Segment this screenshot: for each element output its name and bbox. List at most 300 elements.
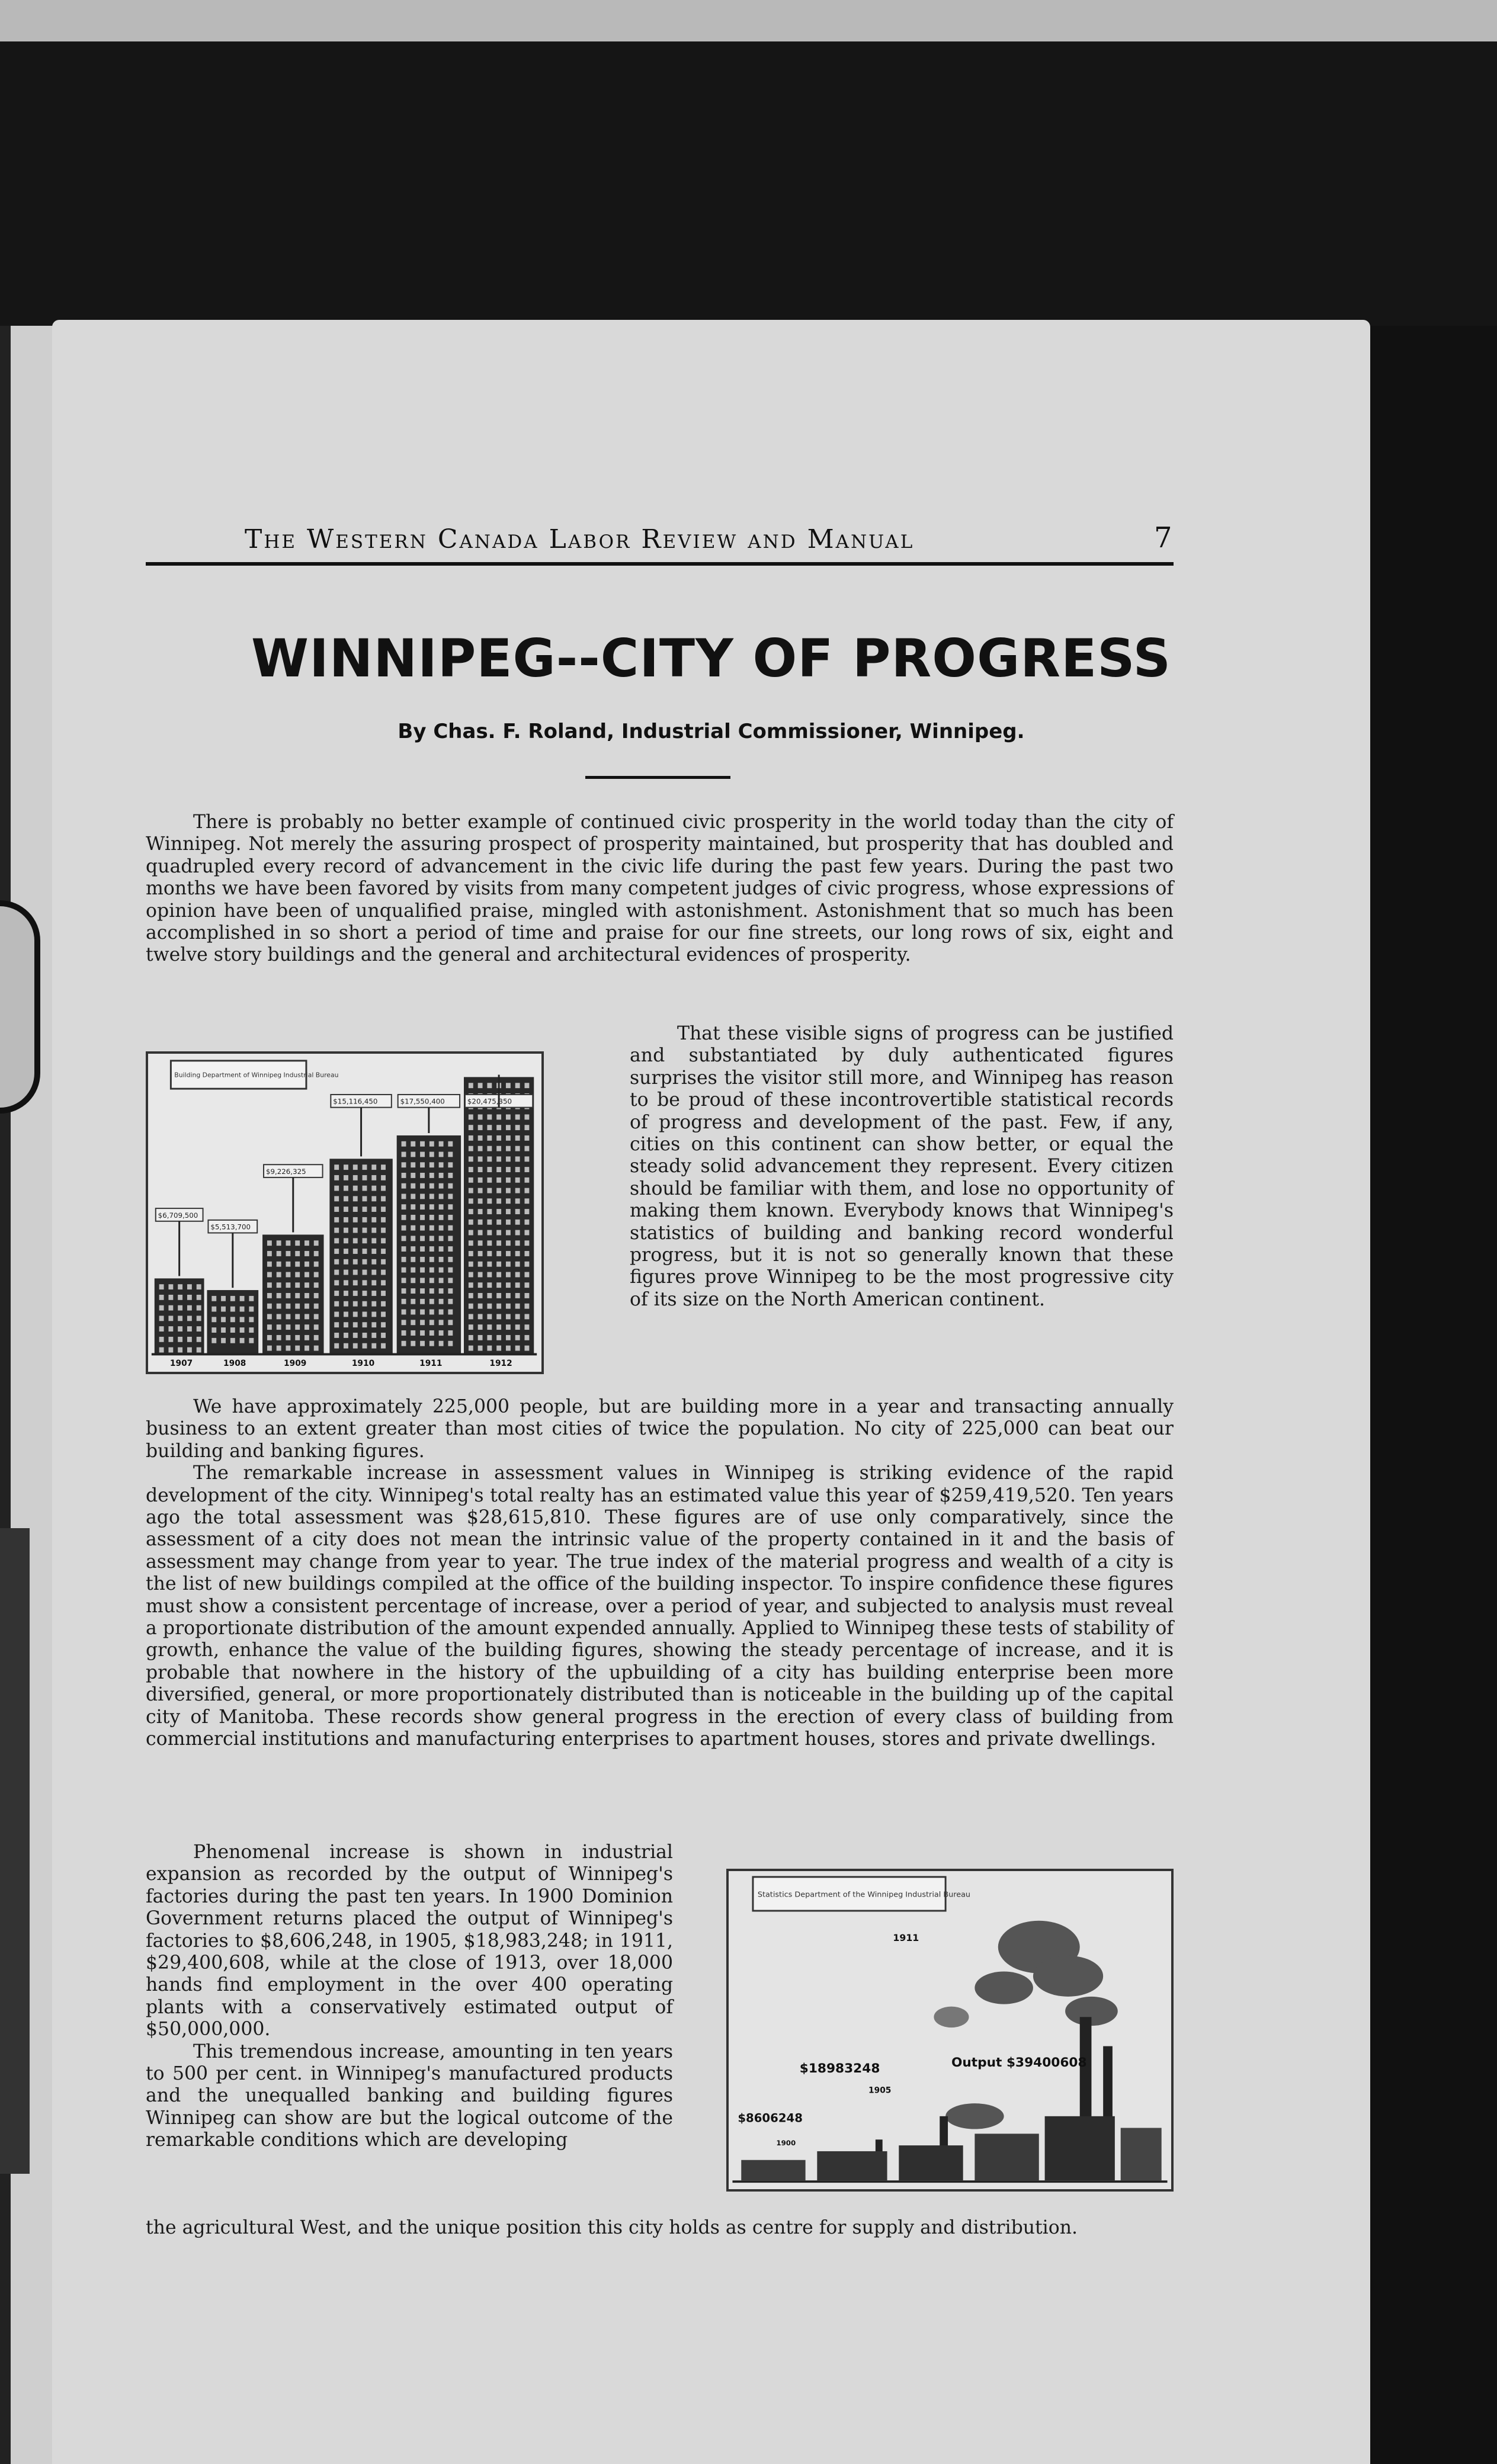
window — [439, 1341, 444, 1346]
window — [478, 1346, 483, 1351]
window — [249, 1327, 254, 1333]
window — [487, 1335, 492, 1340]
window — [230, 1307, 235, 1312]
window — [524, 1293, 529, 1298]
window — [524, 1335, 529, 1340]
window — [478, 1083, 483, 1088]
window — [230, 1338, 235, 1343]
window — [429, 1183, 434, 1189]
window — [524, 1251, 529, 1256]
figure2-label-1911: 1911 — [893, 1932, 919, 1944]
figure2-caption: Statistics Department of the Winnipeg Industrial Bureau — [757, 1890, 971, 1900]
window — [334, 1301, 339, 1307]
window — [411, 1225, 415, 1231]
window — [363, 1238, 367, 1243]
window — [381, 1249, 386, 1254]
window — [371, 1217, 376, 1223]
window — [381, 1196, 386, 1201]
window — [187, 1326, 192, 1332]
window — [429, 1341, 434, 1346]
window — [478, 1272, 483, 1278]
window — [402, 1183, 406, 1189]
window — [267, 1240, 272, 1246]
paragraph-final — [146, 2217, 1174, 2239]
window — [286, 1262, 290, 1267]
window — [496, 1198, 501, 1204]
window — [496, 1282, 501, 1288]
window — [515, 1156, 520, 1162]
scan-top-margin — [0, 0, 1497, 41]
window — [230, 1327, 235, 1333]
window — [230, 1296, 235, 1301]
window — [439, 1236, 444, 1241]
window — [304, 1272, 309, 1278]
window — [197, 1337, 201, 1342]
window — [371, 1343, 376, 1349]
window — [487, 1314, 492, 1319]
window — [353, 1228, 358, 1233]
window — [353, 1301, 358, 1307]
window — [334, 1322, 339, 1327]
window — [448, 1236, 453, 1241]
window — [506, 1125, 511, 1130]
window — [353, 1196, 358, 1201]
window — [314, 1314, 319, 1319]
window — [249, 1296, 254, 1301]
window — [267, 1251, 272, 1256]
window — [515, 1282, 520, 1288]
window — [197, 1305, 201, 1311]
window — [487, 1304, 492, 1309]
window — [344, 1333, 348, 1338]
window — [402, 1246, 406, 1252]
window — [187, 1284, 192, 1289]
window — [439, 1225, 444, 1231]
window — [506, 1083, 511, 1088]
window — [178, 1284, 182, 1289]
window — [344, 1196, 348, 1201]
window — [344, 1238, 348, 1243]
window — [506, 1167, 511, 1172]
window — [506, 1293, 511, 1298]
window — [496, 1125, 501, 1130]
window — [314, 1304, 319, 1309]
window — [286, 1335, 290, 1340]
window — [159, 1284, 164, 1289]
window — [515, 1314, 520, 1319]
window — [439, 1278, 444, 1283]
factory-output-illustration — [726, 1869, 1174, 2192]
window — [411, 1236, 415, 1241]
window — [439, 1299, 444, 1304]
window — [496, 1272, 501, 1278]
window — [381, 1291, 386, 1296]
window — [371, 1270, 376, 1275]
window — [515, 1324, 520, 1330]
window — [469, 1146, 473, 1151]
figure2-label-1905: 1905 — [868, 2086, 892, 2096]
window — [402, 1268, 406, 1273]
window — [402, 1278, 406, 1283]
window — [363, 1270, 367, 1275]
window — [448, 1225, 453, 1231]
bar-year-label-1909: 1909 — [284, 1359, 307, 1369]
window — [344, 1207, 348, 1212]
window — [314, 1335, 319, 1340]
window — [402, 1204, 406, 1209]
window — [353, 1217, 358, 1223]
figure1-caption: Building Department of Winnipeg Industrial Bureau — [174, 1071, 339, 1079]
window — [344, 1280, 348, 1285]
window — [429, 1152, 434, 1157]
window — [344, 1259, 348, 1265]
window — [429, 1141, 434, 1147]
window — [429, 1215, 434, 1220]
paragraph-2 — [630, 1023, 1174, 1311]
window — [267, 1272, 272, 1278]
window — [420, 1236, 425, 1241]
window — [429, 1268, 434, 1273]
window — [524, 1220, 529, 1225]
window — [448, 1278, 453, 1283]
window — [240, 1296, 245, 1301]
window — [448, 1299, 453, 1304]
window — [469, 1156, 473, 1162]
bar-value-label-1910: $15,116,450 — [333, 1097, 378, 1106]
window — [487, 1146, 492, 1151]
window — [439, 1310, 444, 1315]
window — [439, 1288, 444, 1294]
window — [524, 1240, 529, 1246]
window — [448, 1246, 453, 1252]
window — [363, 1196, 367, 1201]
window — [420, 1183, 425, 1189]
window — [221, 1327, 226, 1333]
window — [524, 1346, 529, 1351]
window — [371, 1238, 376, 1243]
window — [277, 1282, 281, 1288]
window — [487, 1135, 492, 1141]
window — [478, 1209, 483, 1214]
byline-rule — [585, 776, 730, 779]
window — [448, 1288, 453, 1294]
window — [353, 1186, 358, 1191]
article-byline: By Chas. F. Roland, Industrial Commissioner, Winnipeg. — [398, 720, 1025, 743]
window — [496, 1167, 501, 1172]
window — [506, 1324, 511, 1330]
window — [168, 1326, 173, 1332]
window — [381, 1312, 386, 1317]
window — [353, 1164, 358, 1170]
window — [515, 1240, 520, 1246]
window — [487, 1156, 492, 1162]
window — [429, 1278, 434, 1283]
window — [277, 1335, 281, 1340]
window — [249, 1338, 254, 1343]
window — [411, 1215, 415, 1220]
window — [496, 1114, 501, 1119]
window — [469, 1230, 473, 1236]
window — [304, 1314, 309, 1319]
window — [314, 1346, 319, 1351]
paragraph-4-text: The remarkable increase in assessment values in Winnipeg is striking evidence of the rapid development of the city. Winnipeg's total realty has an estimated value this year of $259,419,520. Ten years ago the total assessment was $28,615,810. These figures are of use only comparatively, since the assessment of a city does not mean the intrinsic value of the property contained in it and the basis of assessment may change from year to year. The true index of the material progress and wealth of a city is the list of new buildings compiled at the office of the building inspector. To inspire confidence these figures must show a consistent percentage of increase, over a period of year, and subjected to analysis must reveal a proportionate distribution of the amount expended annually. Applied to Winnipeg these tests of stability of growth, enhance the value of the building figures, showing the steady percentage of increase, and it is probable that nowhere in the history of the upbuilding of a city has building enterprise been more diversified, general, or more proportionately distributed than is noticeable in the building up of the capital city of Manitoba. These records show general progress in the erection of every class of building from commercial institutions and manufacturing enterprises to apartment houses, stores and private dwellings. — [146, 1462, 1174, 1750]
window — [221, 1296, 226, 1301]
window — [524, 1083, 529, 1088]
window — [506, 1178, 511, 1183]
window — [334, 1207, 339, 1212]
window — [469, 1240, 473, 1246]
window — [506, 1135, 511, 1141]
window — [411, 1330, 415, 1336]
window — [496, 1314, 501, 1319]
window — [304, 1262, 309, 1267]
window — [411, 1268, 415, 1273]
window — [469, 1346, 473, 1351]
window — [515, 1346, 520, 1351]
window — [420, 1215, 425, 1220]
window — [478, 1335, 483, 1340]
window — [429, 1173, 434, 1178]
window — [448, 1257, 453, 1262]
window — [363, 1186, 367, 1191]
window — [506, 1156, 511, 1162]
window — [344, 1228, 348, 1233]
window — [277, 1262, 281, 1267]
window — [439, 1162, 444, 1167]
window — [187, 1305, 192, 1311]
window — [487, 1114, 492, 1119]
window — [524, 1198, 529, 1204]
window — [469, 1167, 473, 1172]
bar-year-label-1907: 1907 — [169, 1359, 193, 1369]
window — [506, 1262, 511, 1267]
window — [381, 1228, 386, 1233]
window — [478, 1188, 483, 1194]
window — [429, 1204, 434, 1209]
window — [411, 1299, 415, 1304]
window — [363, 1259, 367, 1265]
window — [371, 1280, 376, 1285]
window — [363, 1301, 367, 1307]
window — [295, 1293, 300, 1298]
window — [487, 1188, 492, 1194]
bar-value-label-1912: $20,475,350 — [467, 1097, 512, 1106]
window — [334, 1217, 339, 1223]
window — [168, 1295, 173, 1300]
window — [286, 1240, 290, 1246]
window — [429, 1330, 434, 1336]
bar-year-label-1908: 1908 — [223, 1359, 246, 1369]
window — [334, 1249, 339, 1254]
window — [487, 1324, 492, 1330]
window — [381, 1322, 386, 1327]
window — [411, 1341, 415, 1346]
window — [363, 1164, 367, 1170]
window — [381, 1333, 386, 1338]
window — [344, 1186, 348, 1191]
scan-left-edge-lower — [0, 1528, 30, 2174]
window — [478, 1304, 483, 1309]
window — [524, 1156, 529, 1162]
window — [420, 1268, 425, 1273]
window — [221, 1338, 226, 1343]
window — [334, 1196, 339, 1201]
window — [411, 1204, 415, 1209]
window — [515, 1272, 520, 1278]
window — [314, 1251, 319, 1256]
window — [411, 1162, 415, 1167]
window — [197, 1316, 201, 1321]
window — [506, 1209, 511, 1214]
window — [277, 1324, 281, 1330]
window — [353, 1238, 358, 1243]
window — [420, 1278, 425, 1283]
window — [487, 1167, 492, 1172]
window — [344, 1175, 348, 1180]
window — [159, 1316, 164, 1321]
window — [344, 1270, 348, 1275]
window — [448, 1310, 453, 1315]
window — [429, 1299, 434, 1304]
window — [469, 1125, 473, 1130]
window — [277, 1240, 281, 1246]
window — [363, 1175, 367, 1180]
window — [469, 1220, 473, 1225]
window — [496, 1156, 501, 1162]
window — [411, 1246, 415, 1252]
window — [439, 1268, 444, 1273]
window — [439, 1152, 444, 1157]
figure2-value-1900: $8606248 — [738, 2111, 803, 2125]
window — [420, 1204, 425, 1209]
window — [334, 1270, 339, 1275]
window — [277, 1251, 281, 1256]
window — [420, 1152, 425, 1157]
window — [381, 1186, 386, 1191]
window — [277, 1272, 281, 1278]
window — [314, 1262, 319, 1267]
window — [381, 1175, 386, 1180]
window — [371, 1333, 376, 1338]
window — [363, 1343, 367, 1349]
paragraph-1-text: There is probably no better example of continued civic prosperity in the world today than the city of Winnipeg. Not merely the assuring prospect of prosperity maintained, but prosperity that has doubled and quadrupled every record of advancement in the civic life during the past few years. During the past two months we have been favored by visits from many competent judges of civic progress, whose expressions of opinion have been of unqualified praise, mingled with astonishment. Astonishment that so much has been accomplished in so short a period of time and praise for our fine streets, our long rows of six, eight and twelve story buildings and the general and architectural evidences of prosperity. — [146, 811, 1174, 966]
window — [487, 1125, 492, 1130]
window — [381, 1259, 386, 1265]
window — [439, 1141, 444, 1147]
window — [334, 1186, 339, 1191]
window — [506, 1240, 511, 1246]
bar-value-label-1909: $9,226,325 — [265, 1167, 306, 1176]
window — [506, 1146, 511, 1151]
window — [487, 1209, 492, 1214]
window — [304, 1282, 309, 1288]
window — [469, 1114, 473, 1119]
window — [371, 1175, 376, 1180]
window — [381, 1217, 386, 1223]
window — [353, 1175, 358, 1180]
window — [295, 1304, 300, 1309]
window — [524, 1114, 529, 1119]
window — [469, 1135, 473, 1141]
bar-year-label-1911: 1911 — [419, 1359, 443, 1369]
window — [402, 1288, 406, 1294]
window — [371, 1249, 376, 1254]
window — [487, 1262, 492, 1267]
window — [334, 1164, 339, 1170]
running-head: The Western Canada Labor Review and Manual — [245, 524, 915, 554]
window — [478, 1178, 483, 1183]
window — [496, 1293, 501, 1298]
window — [371, 1164, 376, 1170]
window — [178, 1326, 182, 1332]
window — [168, 1348, 173, 1353]
window — [286, 1272, 290, 1278]
window — [469, 1293, 473, 1298]
window — [363, 1280, 367, 1285]
window — [371, 1291, 376, 1296]
window — [478, 1156, 483, 1162]
window — [381, 1238, 386, 1243]
window — [420, 1257, 425, 1262]
window — [469, 1324, 473, 1330]
paragraph-3-text: We have approximately 225,000 people, but are building more in a year and transacting annually business to an extent greater than most cities of twice the population. No city of 225,000 can beat our building and banking figures. — [146, 1396, 1174, 1462]
window — [487, 1230, 492, 1236]
window — [506, 1282, 511, 1288]
window — [429, 1246, 434, 1252]
window — [230, 1317, 235, 1322]
window — [524, 1314, 529, 1319]
window — [439, 1246, 444, 1252]
window — [295, 1346, 300, 1351]
window — [277, 1293, 281, 1298]
window — [524, 1167, 529, 1172]
window — [267, 1293, 272, 1298]
window — [168, 1284, 173, 1289]
window — [402, 1194, 406, 1199]
window — [211, 1307, 216, 1312]
window — [478, 1324, 483, 1330]
window — [515, 1146, 520, 1151]
window — [524, 1230, 529, 1236]
window — [478, 1293, 483, 1298]
window — [506, 1314, 511, 1319]
window — [524, 1209, 529, 1214]
window — [371, 1186, 376, 1191]
figure2-value-1905: $18983248 — [799, 2061, 880, 2076]
window — [478, 1146, 483, 1151]
window — [178, 1316, 182, 1321]
bar-year-label-1910: 1910 — [351, 1359, 375, 1369]
window — [344, 1217, 348, 1223]
window — [420, 1341, 425, 1346]
window — [168, 1305, 173, 1311]
window — [304, 1346, 309, 1351]
window — [249, 1317, 254, 1322]
window — [478, 1282, 483, 1288]
window — [411, 1320, 415, 1325]
window — [487, 1083, 492, 1088]
window — [429, 1320, 434, 1325]
window — [353, 1270, 358, 1275]
window — [515, 1114, 520, 1119]
paragraph-left-column — [146, 1841, 673, 2152]
window — [344, 1291, 348, 1296]
window — [496, 1146, 501, 1151]
window — [178, 1348, 182, 1353]
window — [515, 1135, 520, 1141]
window — [240, 1307, 245, 1312]
window — [448, 1330, 453, 1336]
